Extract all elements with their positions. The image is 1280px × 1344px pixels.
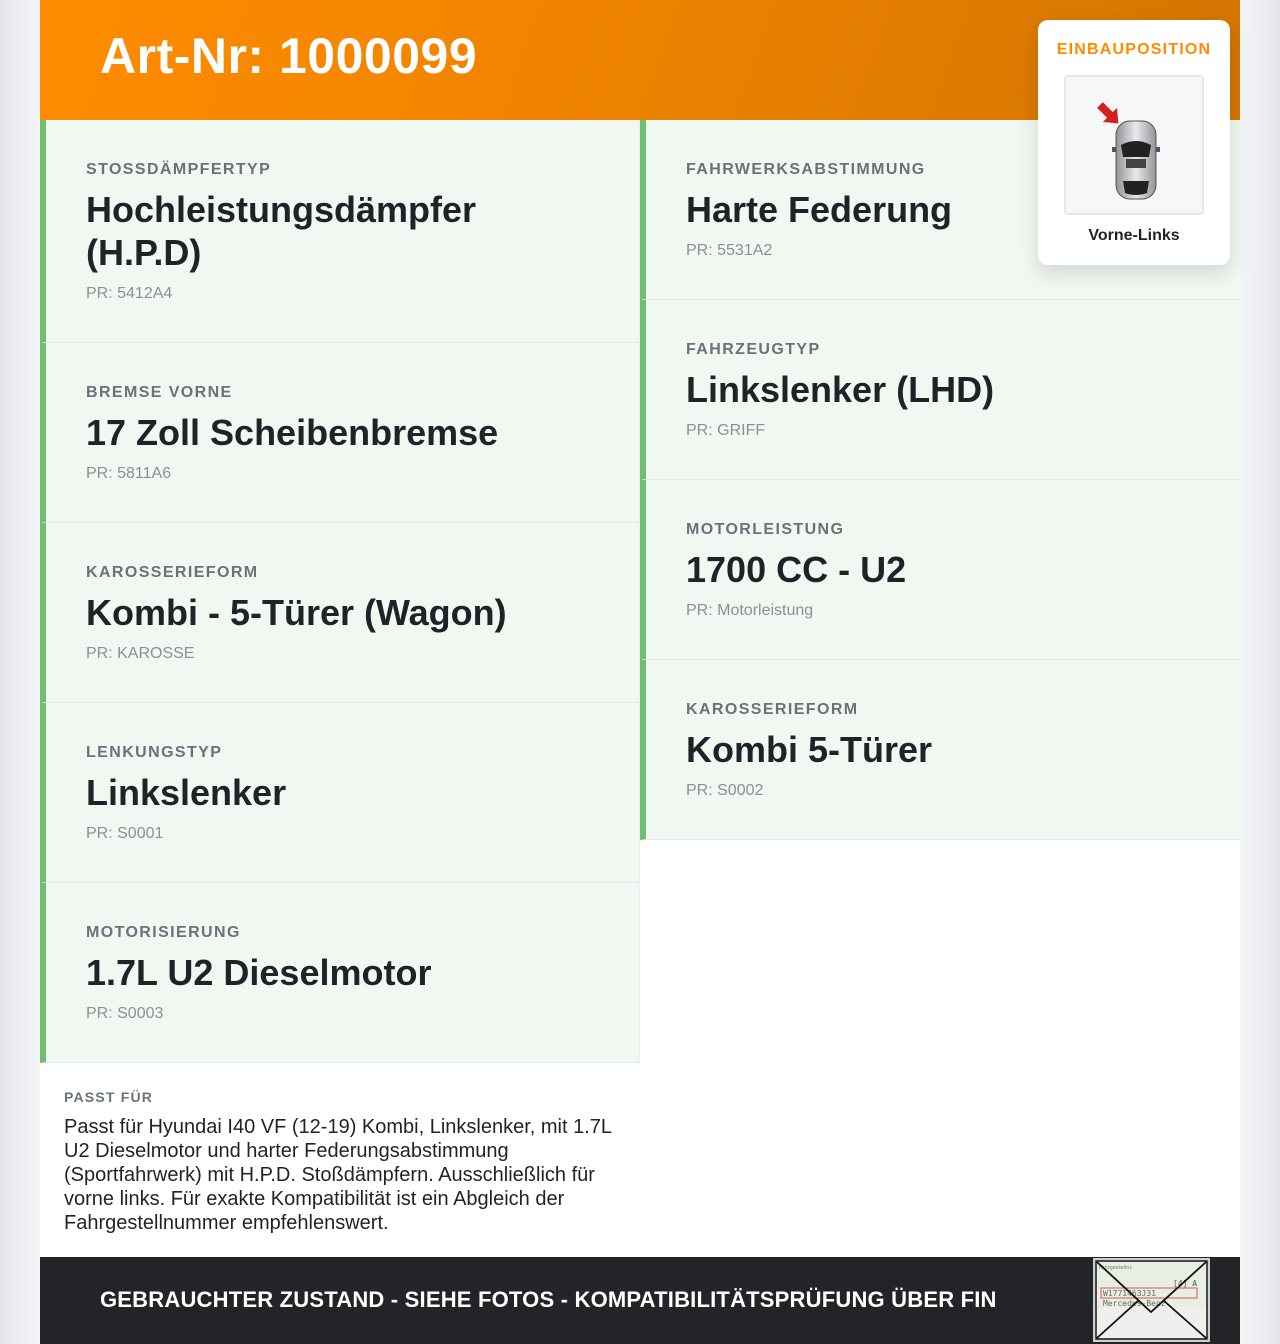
spec-value: Hochleistungsdämpfer (H.P.D) [86,189,477,273]
spec-cell [40,883,640,1063]
spec-label: MOTORISIERUNG [86,924,241,941]
spec-label: MOTORLEISTUNG [686,521,845,538]
registration-document-envelope-icon [1093,1258,1210,1342]
spec-label: STOSSDÄMPFERTYP [86,161,272,178]
footer-bar [40,1257,1240,1344]
spec-value: 1700 CC - U2 [686,549,907,590]
spec-cell [40,343,640,523]
spec-cell [40,703,640,883]
spec-pr-code: PR: KAROSSE [86,645,195,662]
spec-pr-code: PR: S0003 [86,1005,164,1022]
compatibility-text: Passt für Hyundai I40 VF (12-19) Kombi, Linkslenker, mit 1.7L U2 Dieselmotor und harter Federungsabstimmung (Sportfahrwerk) mit H.P.D. Stoßdämpfern. Ausschließlich für vorne links. Für exakte Kompatibilität ist ein Abgleich der Fahrgestellnummer empfehlenswert. [64,1116,612,1234]
svg-text:W1771463J31: W1771463J31 [1103,1289,1156,1298]
spec-value: Linkslenker [86,772,287,813]
car-top-view-icon [1064,75,1204,215]
spec-cell [640,480,1240,660]
spec-label: BREMSE VORNE [86,384,233,401]
spec-cell [40,523,640,703]
spec-label: LENKUNGSTYP [86,744,223,761]
spec-pr-code: PR: S0002 [686,782,764,799]
spec-value: Kombi 5-Türer [686,729,933,770]
spec-pr-code: PR: 5811A6 [86,465,172,482]
spec-pr-code: PR: GRIFF [686,422,766,439]
spec-cell [40,120,640,343]
spec-value: Kombi - 5-Türer (Wagon) [86,592,507,633]
mounting-position-card [1038,20,1230,265]
compatibility-section [40,1063,640,1257]
article-number-title: Art-Nr: 1000099 [100,28,478,84]
spec-label: FAHRWERKSABSTIMMUNG [686,161,926,178]
mounting-position-value: Vorne-Links [1088,227,1180,244]
mounting-position-title: EINBAUPOSITION [1056,41,1212,58]
svg-text:Fahrgestellnr.: Fahrgestellnr. [1099,1265,1133,1271]
spec-value: Harte Federung [686,189,953,230]
spec-label: KAROSSERIEFORM [86,564,259,581]
spec-cell [640,300,1240,480]
spec-pr-code: PR: 5531A2 [686,242,773,259]
svg-text:Mercedes-Benz: Mercedes-Benz [1103,1299,1166,1308]
left-spec-column [40,120,640,1063]
spec-pr-code: PR: 5412A4 [86,285,173,302]
spec-cell [640,660,1240,840]
spec-value: 1.7L U2 Dieselmotor [86,952,432,993]
spec-pr-code: PR: S0001 [86,825,164,842]
product-sheet [40,0,1240,1344]
spec-label: FAHRZEUGTYP [686,341,821,358]
spec-label: KAROSSERIEFORM [686,701,859,718]
footer-notice: GEBRAUCHTER ZUSTAND - SIEHE FOTOS - KOMPATIBILITÄTSPRÜFUNG ÜBER FIN [100,1287,997,1312]
spec-pr-code: PR: Motorleistung [686,602,814,619]
compatibility-label: PASST FÜR [64,1089,154,1105]
spec-value: 17 Zoll Scheibenbremse [86,412,499,453]
spec-value: Linkslenker (LHD) [686,369,995,410]
svg-text:[4] A: [4] A [1173,1279,1198,1288]
